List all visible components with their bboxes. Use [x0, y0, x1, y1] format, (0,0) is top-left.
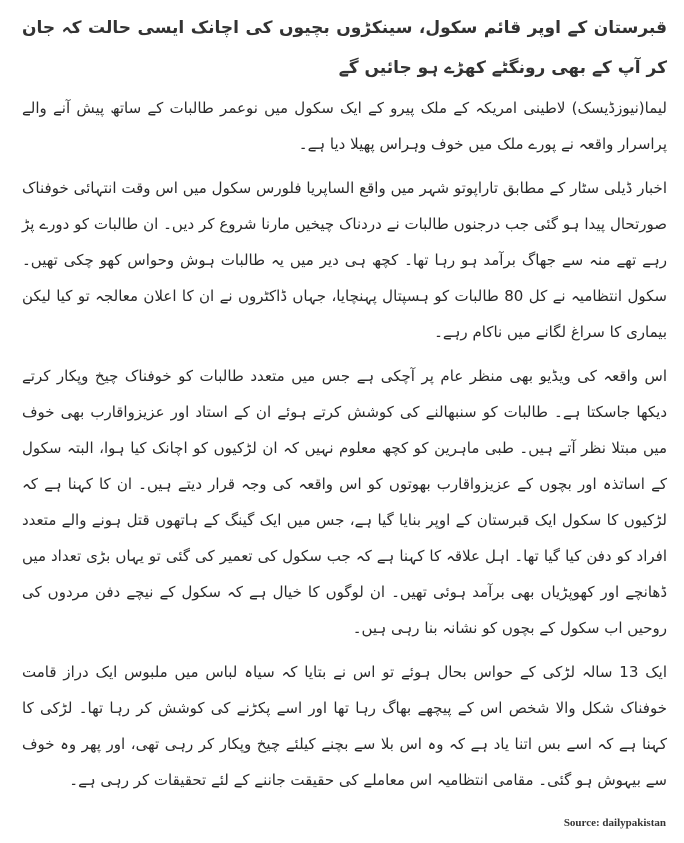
article	[22, 8, 667, 806]
article-paragraph-3: اس واقعہ کی ویڈیو بھی منظر عام پر آچکی ہے جس میں متعدد طالبات کو خوفناک چیخ وپکار کرتے دیکھا جاسکتا ہے۔ طالبات کو سنبھالنے کی کوشش کرتے ہوئے ان کے استاد اور عزیزواقارب بھی خوف میں مبتلا نظر آتے ہیں۔ طبی ماہرین کو کچھ معلوم نہیں کہ ان لڑکیوں کو اچانک کیا ہوا، البتہ سکول کے اساتذہ اور بچوں کے عزیزواقارب بھوتوں کو اس واقعہ کی وجہ قرار دیتے ہیں۔ ان کا کہنا ہے کہ لڑکیوں کا سکول ایک قبرستان کے اوپر بنایا گیا ہے، جس میں ایک گینگ کے ہاتھوں قتل ہونے والے متعدد افراد کو دفن کیا گیا تھا۔ اہل علاقہ کا کہنا ہے کہ جب سکول کی تعمیر کی گئی تو یہاں بڑی تعداد میں ڈھانچے اور کھوپڑیاں بھی برآمد ہوئی تھیں۔ ان لوگوں کا خیال ہے کہ سکول کے نیچے دفن مردوں کی روحیں اب سکول کے بچوں کو نشانہ بنا رہی ہیں۔	[22, 367, 667, 637]
article-headline: قبرستان کے اوپر قائم سکول، سینکڑوں بچیوں کی اچانک ایسی حالت کہ جان کر آپ کے بھی رونگٹے کھڑے ہو جائیں گے	[22, 18, 667, 78]
article-paragraph-4: ایک 13 سالہ لڑکی کے حواس بحال ہوئے تو اس نے بتایا کہ سیاہ لباس میں ملبوس ایک دراز قامت خوفناک شکل والا شخص اس کے پیچھے بھاگ رہا تھا اور اسے پکڑنے کی کوشش کر رہا تھا۔ لڑکی کا کہنا ہے کہ اسے بس اتنا یاد ہے کہ وہ اس بلا سے بچنے کیلئے چیخ وپکار کر رہی تھی، اور پھر وہ خوف سے بیہوش ہو گئی۔ مقامی انتظامیہ اس معاملے کی حقیقت جاننے کے لئے تحقیقات کر رہی ہے۔	[22, 663, 667, 789]
article-paragraph-1: لیما(نیوزڈیسک) لاطینی امریکہ کے ملک پیرو کے ایک سکول میں نوعمر طالبات کے ساتھ پیش آنے والے پراسرار واقعہ نے پورے ملک میں خوف وہراس پھیلا دیا ہے۔	[22, 99, 667, 153]
article-paragraph-2: اخبار ڈیلی سٹار کے مطابق تاراپوتو شہر میں واقع الساپریا فلورس سکول میں اس وقت انتہائی خوفناک صورتحال پیدا ہو گئی جب درجنوں طالبات نے دردناک چیخیں مارنا شروع کر دیں۔ ان طالبات کو دورے پڑ رہے تھے منہ سے جھاگ برآمد ہو رہا تھا۔ کچھ ہی دیر میں یہ طالبات ہوش وحواس کھو چکی تھیں۔ سکول انتظامیہ نے کل 80 طالبات کو ہسپتال پہنچایا، جہاں ڈاکٹروں نے ان کا اعلان معالجہ تو کیا لیکن بیماری کا سراغ لگانے میں ناکام رہے۔	[22, 179, 667, 341]
source-credit: Source: dailypakistan	[563, 817, 666, 829]
